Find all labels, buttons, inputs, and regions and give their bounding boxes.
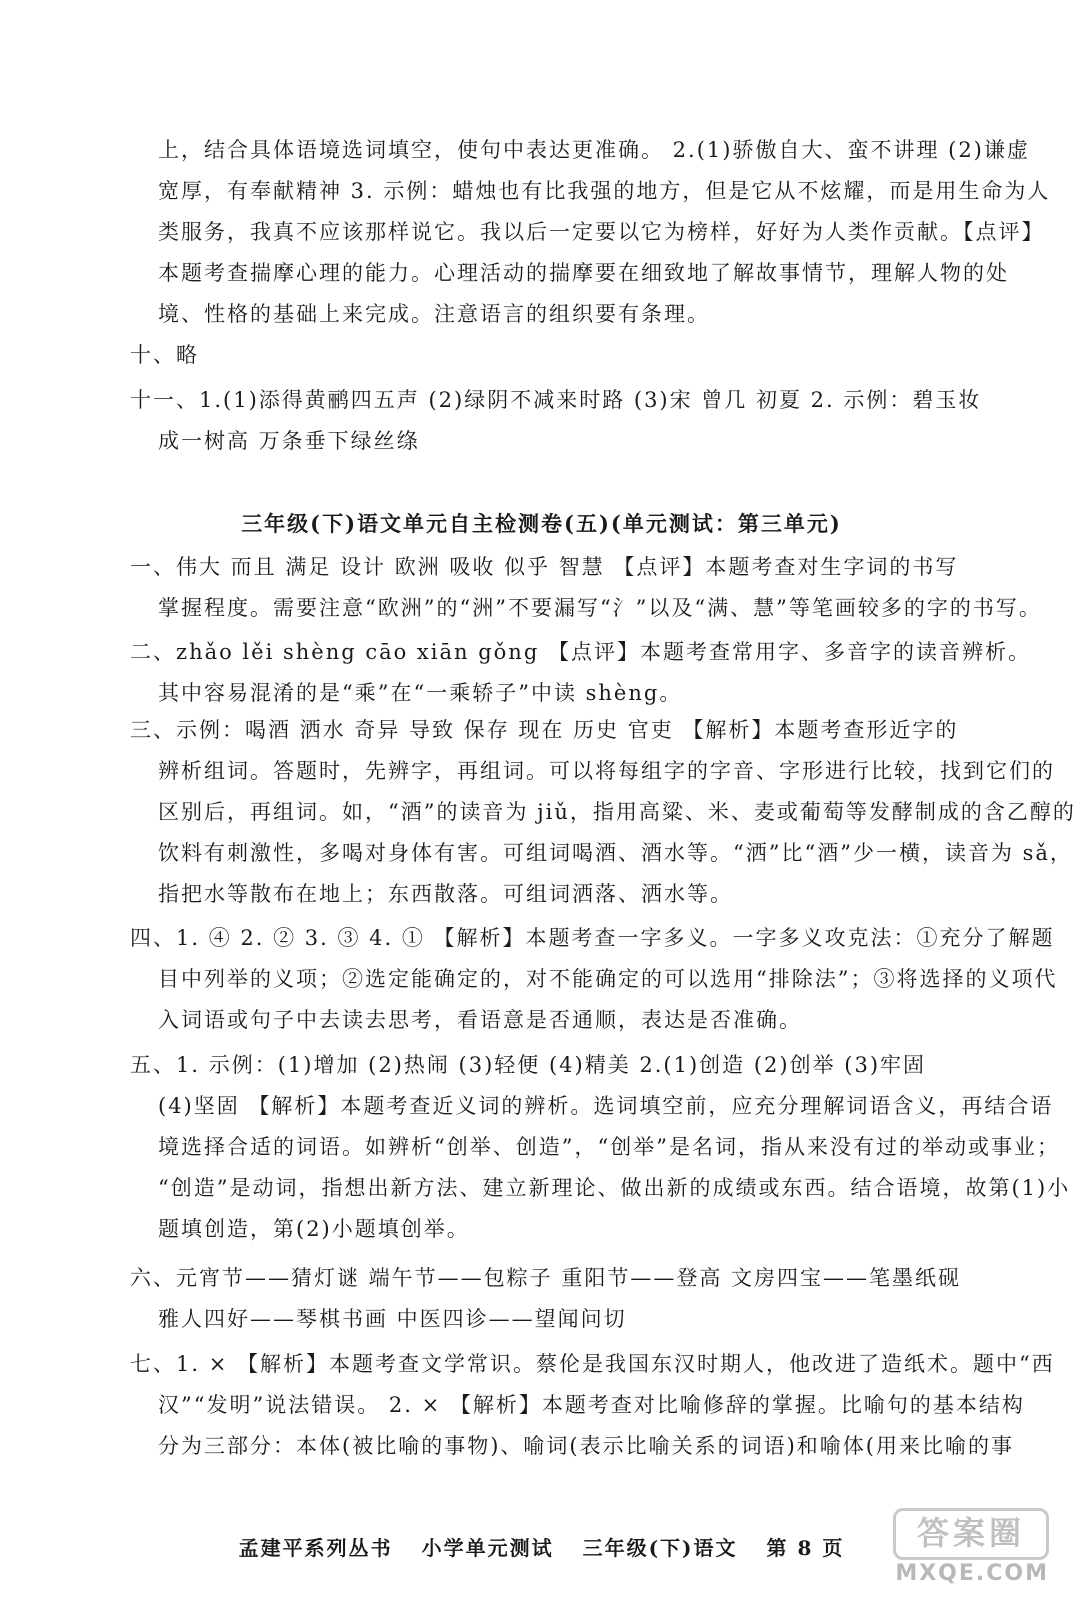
text-line: 掌握程度。需要注意“欧洲”的“洲”不要漏写“氵”以及“满、慧”等笔画较多的字的书写。 xyxy=(158,596,1042,620)
text-line: 雅人四好——琴棋书画 中医四诊——望闻问切 xyxy=(158,1307,627,1331)
text-line: 目中列举的义项；②选定能确定的，对不能确定的可以选用“排除法”；③将选择的义项代 xyxy=(158,967,1058,991)
site-watermark xyxy=(895,1508,1055,1586)
text-line: 指把水等散布在地上；东西散落。可组词洒落、洒水等。 xyxy=(158,882,733,906)
text-line: 分为三部分：本体(被比喻的事物)、喻词(表示比喻关系的词语)和喻体(用来比喻的事 xyxy=(158,1434,1014,1458)
text-line: 区别后，再组词。如，“酒”的读音为 jiǔ，指用高粱、米、麦或葡萄等发酵制成的含乙醇的 xyxy=(158,800,1076,824)
text-line: 本题考查揣摩心理的能力。心理活动的揣摩要在细致地了解故事情节，理解人物的处 xyxy=(158,261,1009,285)
text-line: 类服务，我真不应该那样说它。我以后一定要以它为榜样，好好为人类作贡献。【点评】 xyxy=(158,220,1045,244)
text-line: 一、伟大 而且 满足 设计 欧洲 吸收 似乎 智慧 【点评】本题考查对生字词的书写 xyxy=(130,555,959,579)
text-line: (4)坚固 【解析】本题考查近义词的辨析。选词填空前，应充分理解词语含义，再结合语 xyxy=(158,1094,1054,1118)
text-line: 五、1. 示例：(1)增加 (2)热闹 (3)轻便 (4)精美 2.(1)创造 (2)创举 (3)牢固 xyxy=(130,1053,927,1077)
text-line: 题填创造，第(2)小题填创举。 xyxy=(158,1217,470,1241)
text-line: 二、zhǎo lěi shèng cāo xiān gǒng 【点评】本题考查常用字、多音字的读音辨析。 xyxy=(130,640,1031,664)
text-line: “创造”是动词，指想出新方法、建立新理论、做出新的成绩或东西。结合语境，故第(1)小 xyxy=(158,1176,1071,1200)
text-line: 十一、1.(1)添得黄鹂四五声 (2)绿阴不减来时路 (3)宋 曾几 初夏 2. 示例：碧玉妆 xyxy=(130,388,982,412)
text-line: 上，结合具体语境选词填空，使句中表达更准确。 2.(1)骄傲自大、蛮不讲理 (2)谦虚 xyxy=(158,138,1030,162)
answer-q4 xyxy=(130,918,1058,1041)
answer-q2 xyxy=(130,632,1031,714)
text-line: 六、元宵节——猜灯谜 端午节——包粽子 重阳节——登高 文房四宝——笔墨纸砚 xyxy=(130,1266,962,1290)
answer-q7 xyxy=(130,1344,1055,1467)
text-line: 成一树高 万条垂下绿丝绦 xyxy=(158,429,420,453)
answer-q6 xyxy=(130,1258,1000,1340)
text-line: 境选择合适的词语。如辨析“创举、创造”，“创举”是名词，指从来没有过的举动或事业； xyxy=(158,1135,1060,1159)
text-line: 汉”“发明”说法错误。 2. × 【解析】本题考查对比喻修辞的掌握。比喻句的基本结构 xyxy=(158,1393,1025,1417)
text-line: 其中容易混淆的是“乘”在“一乘轿子”中读 shèng。 xyxy=(158,681,683,705)
watermark-domain: MXQE.COM xyxy=(895,1561,1049,1586)
text-line: 入词语或句子中去读去思考，看语意是否通顺，表达是否准确。 xyxy=(158,1008,802,1032)
text-line: 饮料有刺激性，多喝对身体有害。可组词喝酒、酒水等。“洒”比“酒”少一横，读音为 sǎ， xyxy=(158,841,1073,865)
text-line: 三、示例：喝酒 洒水 奇异 导致 保存 现在 历史 官吏 【解析】本题考查形近字的 xyxy=(130,718,959,742)
section-title: 三年级(下)语文单元自主检测卷(五)(单元测试：第三单元) xyxy=(241,511,842,536)
footer-book: 小学单元测试 xyxy=(421,1536,554,1560)
answer-q1 xyxy=(130,547,1042,629)
text-line: 七、1. × 【解析】本题考查文学常识。蔡伦是我国东汉时期人，他改进了造纸术。题中“西 xyxy=(130,1352,1055,1376)
text-line: 宽厚，有奉献精神 3. 示例：蜡烛也有比我强的地方，但是它从不炫耀，而是用生命为人 xyxy=(158,179,1051,203)
footer-series: 孟建平系列丛书 xyxy=(238,1536,393,1560)
watermark-logo-text: 答案圈 xyxy=(893,1508,1049,1560)
text-line: 境、性格的基础上来完成。注意语言的组织要有条理。 xyxy=(158,302,710,326)
footer-grade: 三年级(下)语文 xyxy=(582,1536,738,1560)
text-line: 十、略 xyxy=(130,343,199,367)
answer-block-prev-11 xyxy=(130,380,1000,462)
answer-q5 xyxy=(130,1045,1071,1250)
text-line: 辨析组词。答题时，先辨字，再组词。可以将每组字的字音、字形进行比较，找到它们的 xyxy=(158,759,1055,783)
footer-page-number: 第 8 页 xyxy=(766,1536,845,1560)
answer-block-prev-9 xyxy=(130,130,1051,335)
answer-block-prev-10 xyxy=(130,335,1000,376)
text-line: 四、1. ④ 2. ② 3. ③ 4. ① 【解析】本题考查一字多义。一字多义攻克法：①充分了解题 xyxy=(130,926,1055,950)
answer-q3 xyxy=(130,710,1076,915)
